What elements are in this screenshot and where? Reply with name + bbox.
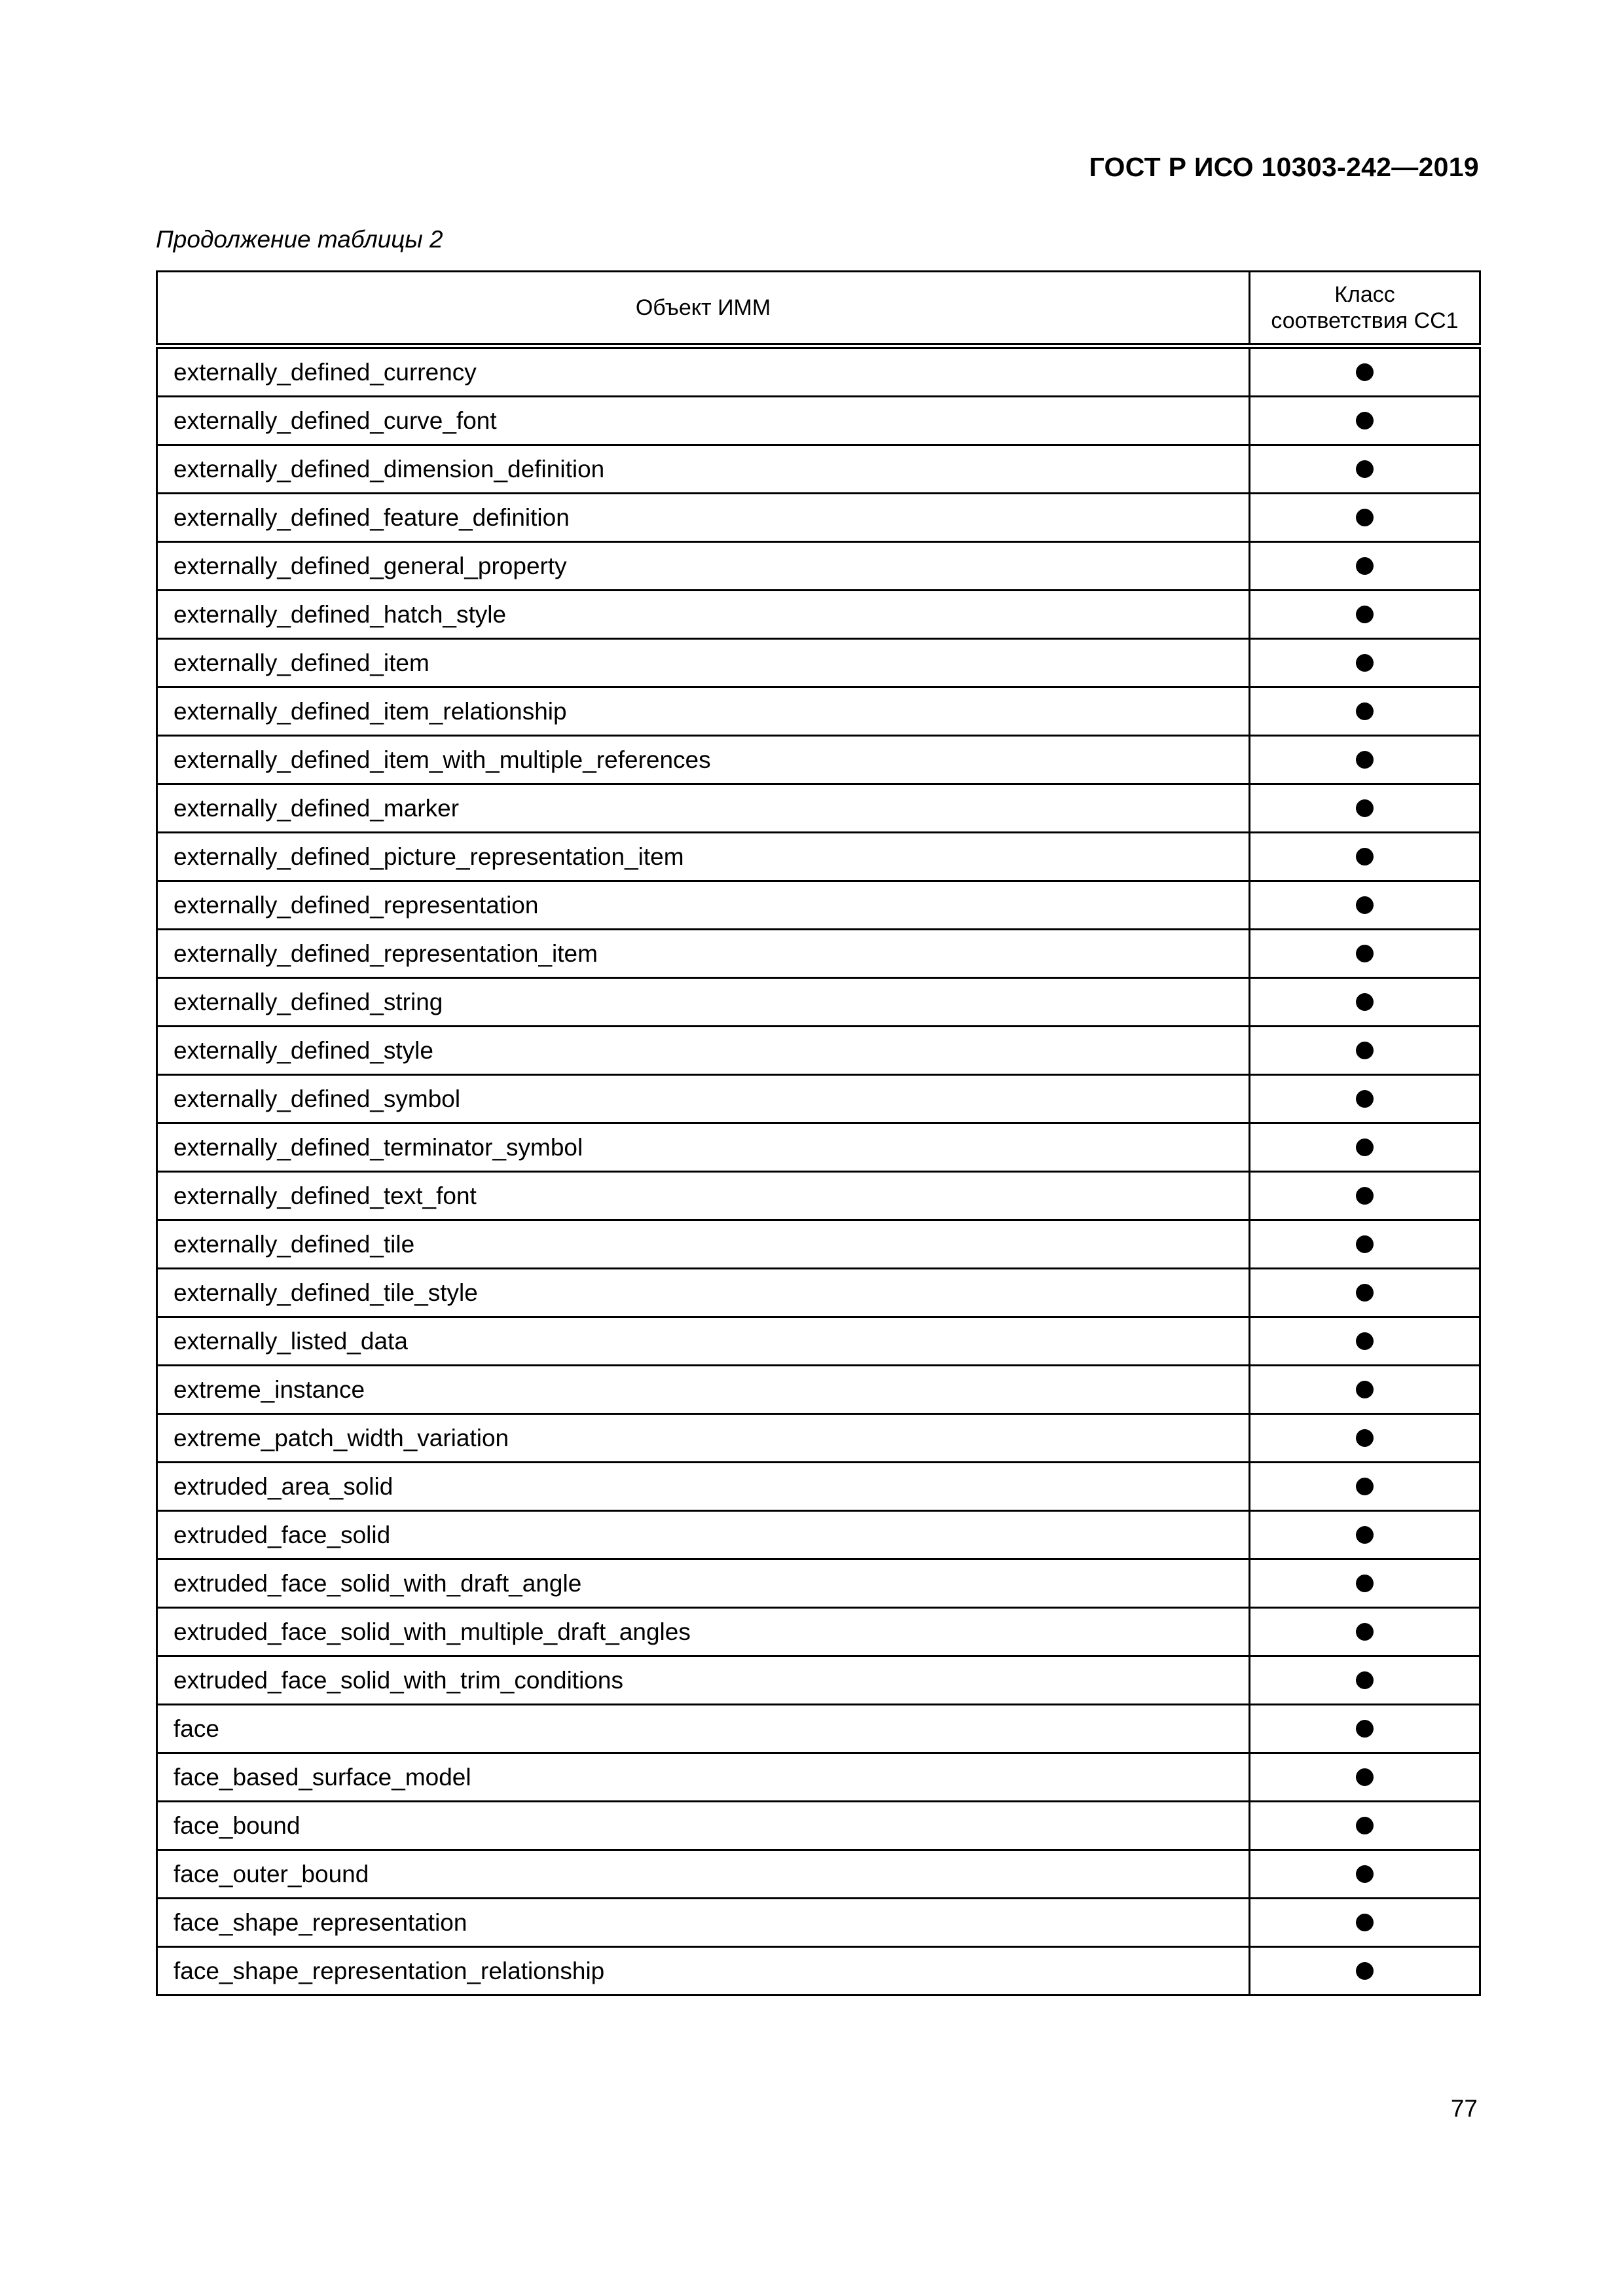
table-row [157, 1705, 1480, 1753]
filled-circle-icon [1356, 751, 1374, 769]
filled-circle-icon [1356, 412, 1374, 429]
conformance-table [156, 270, 1481, 1996]
table-row [157, 1366, 1480, 1414]
filled-circle-icon [1356, 1962, 1374, 1980]
table-row [157, 1802, 1480, 1850]
object-name-cell: externally_defined_tile [157, 1220, 1250, 1269]
table-row [157, 1123, 1480, 1172]
filled-circle-icon [1356, 1284, 1374, 1302]
table-row [157, 1172, 1480, 1220]
table-row [157, 1220, 1480, 1269]
conformance-mark-cell [1250, 1656, 1480, 1705]
object-name-cell: externally_defined_marker [157, 784, 1250, 833]
object-name-cell: face_outer_bound [157, 1850, 1250, 1899]
filled-circle-icon [1356, 1139, 1374, 1156]
page-number: 77 [1450, 2095, 1478, 2122]
filled-circle-icon [1356, 1429, 1374, 1447]
table-row [157, 881, 1480, 930]
conformance-mark-cell [1250, 1463, 1480, 1511]
object-name-cell: externally_defined_feature_definition [157, 494, 1250, 542]
filled-circle-icon [1356, 702, 1374, 720]
table-row [157, 1511, 1480, 1559]
conformance-mark-cell [1250, 1511, 1480, 1559]
table-row [157, 1269, 1480, 1317]
conformance-mark-cell [1250, 1220, 1480, 1269]
table-row [157, 833, 1480, 881]
table-row [157, 930, 1480, 978]
filled-circle-icon [1356, 1768, 1374, 1786]
filled-circle-icon [1356, 1720, 1374, 1738]
conformance-mark-cell [1250, 1559, 1480, 1608]
table-row [157, 639, 1480, 687]
conformance-mark-cell [1250, 930, 1480, 978]
table-row [157, 1027, 1480, 1075]
object-name-cell: face_shape_representation_relationship [157, 1947, 1250, 1995]
conformance-mark-cell [1250, 1027, 1480, 1075]
conformance-mark-cell [1250, 1317, 1480, 1366]
filled-circle-icon [1356, 1575, 1374, 1592]
document-code-header: ГОСТ Р ИСО 10303-242—2019 [1089, 152, 1479, 182]
filled-circle-icon [1356, 896, 1374, 914]
conformance-mark-cell [1250, 1608, 1480, 1656]
table-row [157, 1899, 1480, 1947]
filled-circle-icon [1356, 1526, 1374, 1544]
table-row [157, 445, 1480, 494]
object-name-cell: extruded_face_solid_with_draft_angle [157, 1559, 1250, 1608]
conformance-mark-cell [1250, 1947, 1480, 1995]
conformance-mark-cell [1250, 542, 1480, 591]
table-row [157, 1947, 1480, 1995]
table-row [157, 1463, 1480, 1511]
table-row [157, 978, 1480, 1027]
filled-circle-icon [1356, 1381, 1374, 1398]
column-header-conformance-class-label: Класс соответствия СС1 [1271, 282, 1459, 333]
table-body [157, 346, 1480, 1995]
object-name-cell: face [157, 1705, 1250, 1753]
table-row [157, 1608, 1480, 1656]
table-row [157, 542, 1480, 591]
table-row [157, 346, 1480, 397]
filled-circle-icon [1356, 1187, 1374, 1205]
column-header-object: Объект ИММ [157, 272, 1250, 346]
filled-circle-icon [1356, 1090, 1374, 1108]
conformance-mark-cell [1250, 1366, 1480, 1414]
filled-circle-icon [1356, 363, 1374, 381]
object-name-cell: extruded_face_solid [157, 1511, 1250, 1559]
object-name-cell: extruded_face_solid_with_trim_conditions [157, 1656, 1250, 1705]
table-row [157, 1850, 1480, 1899]
filled-circle-icon [1356, 1817, 1374, 1834]
conformance-mark-cell [1250, 1850, 1480, 1899]
filled-circle-icon [1356, 945, 1374, 962]
conformance-mark-cell [1250, 1899, 1480, 1947]
conformance-mark-cell [1250, 784, 1480, 833]
filled-circle-icon [1356, 1042, 1374, 1059]
filled-circle-icon [1356, 1671, 1374, 1689]
conformance-mark-cell [1250, 1123, 1480, 1172]
filled-circle-icon [1356, 1332, 1374, 1350]
object-name-cell: externally_defined_currency [157, 346, 1250, 397]
conformance-mark-cell [1250, 1753, 1480, 1802]
table-row [157, 784, 1480, 833]
object-name-cell: externally_defined_item_with_multiple_references [157, 736, 1250, 784]
conformance-mark-cell [1250, 591, 1480, 639]
conformance-mark-cell [1250, 1705, 1480, 1753]
object-name-cell: extruded_face_solid_with_multiple_draft_angles [157, 1608, 1250, 1656]
object-name-cell: externally_listed_data [157, 1317, 1250, 1366]
conformance-mark-cell [1250, 494, 1480, 542]
filled-circle-icon [1356, 1235, 1374, 1253]
table-row [157, 1753, 1480, 1802]
object-name-cell: externally_defined_representation_item [157, 930, 1250, 978]
object-name-cell: externally_defined_hatch_style [157, 591, 1250, 639]
table-row [157, 736, 1480, 784]
table-header-row [157, 272, 1480, 346]
conformance-mark-cell [1250, 1269, 1480, 1317]
table-row [157, 494, 1480, 542]
object-name-cell: externally_defined_item [157, 639, 1250, 687]
object-name-cell: externally_defined_item_relationship [157, 687, 1250, 736]
table-row [157, 1414, 1480, 1463]
filled-circle-icon [1356, 993, 1374, 1011]
conformance-mark-cell [1250, 833, 1480, 881]
filled-circle-icon [1356, 460, 1374, 478]
object-name-cell: externally_defined_general_property [157, 542, 1250, 591]
table-row [157, 1317, 1480, 1366]
conformance-mark-cell [1250, 445, 1480, 494]
filled-circle-icon [1356, 654, 1374, 672]
conformance-mark-cell [1250, 346, 1480, 397]
object-name-cell: extreme_patch_width_variation [157, 1414, 1250, 1463]
object-name-cell: externally_defined_picture_representation_item [157, 833, 1250, 881]
object-name-cell: face_shape_representation [157, 1899, 1250, 1947]
column-header-conformance-class [1250, 272, 1480, 346]
table-row [157, 1075, 1480, 1123]
table-row [157, 591, 1480, 639]
conformance-mark-cell [1250, 1802, 1480, 1850]
object-name-cell: extreme_instance [157, 1366, 1250, 1414]
conformance-mark-cell [1250, 1414, 1480, 1463]
filled-circle-icon [1356, 799, 1374, 817]
conformance-mark-cell [1250, 1075, 1480, 1123]
table-row [157, 1559, 1480, 1608]
object-name-cell: externally_defined_tile_style [157, 1269, 1250, 1317]
object-name-cell: externally_defined_terminator_symbol [157, 1123, 1250, 1172]
table-caption: Продолжение таблицы 2 [156, 226, 443, 253]
filled-circle-icon [1356, 606, 1374, 623]
filled-circle-icon [1356, 1865, 1374, 1883]
object-name-cell: extruded_area_solid [157, 1463, 1250, 1511]
conformance-mark-cell [1250, 397, 1480, 445]
filled-circle-icon [1356, 557, 1374, 575]
object-name-cell: externally_defined_style [157, 1027, 1250, 1075]
filled-circle-icon [1356, 1623, 1374, 1641]
object-name-cell: face_based_surface_model [157, 1753, 1250, 1802]
conformance-mark-cell [1250, 1172, 1480, 1220]
object-name-cell: externally_defined_dimension_definition [157, 445, 1250, 494]
filled-circle-icon [1356, 1478, 1374, 1495]
conformance-mark-cell [1250, 687, 1480, 736]
conformance-mark-cell [1250, 736, 1480, 784]
filled-circle-icon [1356, 509, 1374, 526]
object-name-cell: externally_defined_string [157, 978, 1250, 1027]
conformance-mark-cell [1250, 639, 1480, 687]
filled-circle-icon [1356, 848, 1374, 866]
table-row [157, 397, 1480, 445]
table-row [157, 687, 1480, 736]
table-row [157, 1656, 1480, 1705]
object-name-cell: externally_defined_symbol [157, 1075, 1250, 1123]
object-name-cell: face_bound [157, 1802, 1250, 1850]
conformance-mark-cell [1250, 881, 1480, 930]
object-name-cell: externally_defined_curve_font [157, 397, 1250, 445]
conformance-mark-cell [1250, 978, 1480, 1027]
object-name-cell: externally_defined_representation [157, 881, 1250, 930]
object-name-cell: externally_defined_text_font [157, 1172, 1250, 1220]
filled-circle-icon [1356, 1914, 1374, 1931]
